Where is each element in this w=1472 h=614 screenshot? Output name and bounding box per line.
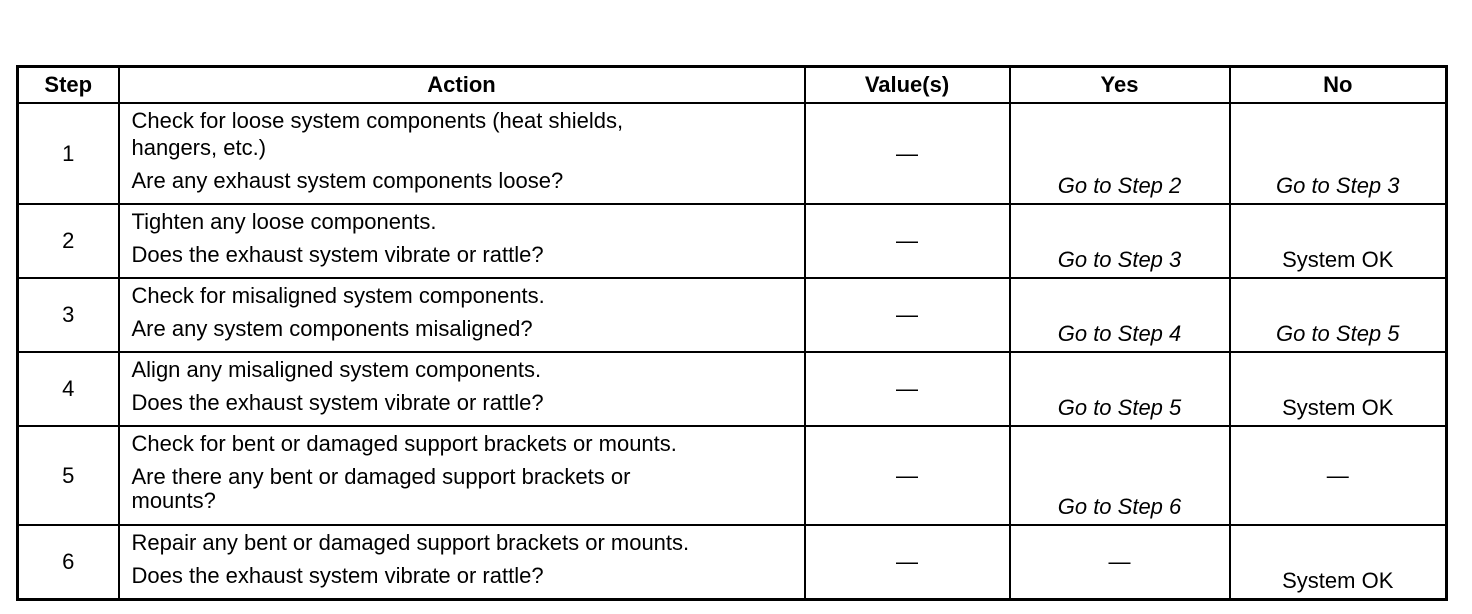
action-question: Does the exhaust system vibrate or rattle? — [131, 242, 544, 267]
no-cell: Go to Step 3 — [1230, 103, 1447, 204]
value-cell — [805, 278, 1010, 352]
action-text: Repair any bent or damaged support brackets or mounts. — [131, 530, 690, 555]
no-cell: Go to Step 5 — [1230, 278, 1447, 352]
step-number: 5 — [18, 426, 119, 525]
header-action: Action — [119, 67, 805, 104]
step-number: 2 — [18, 204, 119, 278]
yes-cell: Go to Step 2 — [1010, 103, 1230, 204]
action-question: Are any system components misaligned? — [131, 316, 533, 341]
action-question: Are there any bent or damaged support brackets or — [131, 464, 631, 489]
yes-cell: Go to Step 4 — [1010, 278, 1230, 352]
header-yes: Yes — [1010, 67, 1230, 104]
action-text: hangers, etc.) — [131, 135, 267, 160]
header-step: Step — [18, 67, 119, 104]
action-question: Are any exhaust system components loose? — [131, 168, 564, 193]
action-text: Align any misaligned system components. — [131, 357, 542, 382]
step-number: 1 — [18, 103, 119, 204]
value-dash: — — [896, 376, 918, 401]
header-row — [18, 67, 1447, 104]
value-dash: — — [896, 140, 918, 166]
action-cell — [119, 352, 805, 426]
yes-cell: Go to Step 5 — [1010, 352, 1230, 426]
value-dash: — — [896, 228, 918, 253]
value-cell — [805, 103, 1010, 204]
no-cell — [1230, 426, 1447, 525]
action-cell — [119, 204, 805, 278]
table-row — [18, 525, 1447, 599]
action-text: Check for misaligned system components. — [131, 283, 545, 308]
step-number: 3 — [18, 278, 119, 352]
diagnostic-table — [16, 65, 1448, 601]
value-cell — [805, 426, 1010, 525]
table-row — [18, 352, 1447, 426]
yes-dash: — — [1108, 548, 1131, 574]
diagnostic-table-container — [16, 65, 1448, 601]
header-values: Value(s) — [805, 67, 1010, 104]
yes-cell: Go to Step 3 — [1010, 204, 1230, 278]
step-number: 4 — [18, 352, 119, 426]
action-text: Check for loose system components (heat shields, — [131, 108, 624, 133]
value-dash: — — [896, 462, 918, 488]
value-dash: — — [896, 302, 918, 327]
action-text: Tighten any loose components. — [131, 209, 437, 234]
no-dash: — — [1326, 462, 1349, 488]
value-dash: — — [896, 548, 918, 574]
action-question: mounts? — [131, 488, 216, 513]
table-row — [18, 426, 1447, 525]
action-question: Does the exhaust system vibrate or rattle? — [131, 563, 544, 588]
value-cell — [805, 525, 1010, 599]
value-cell — [805, 352, 1010, 426]
no-cell: System OK — [1230, 525, 1447, 599]
table-row — [18, 204, 1447, 278]
yes-cell: Go to Step 6 — [1010, 426, 1230, 525]
action-text: Check for bent or damaged support brackets or mounts. — [131, 431, 677, 456]
header-no: No — [1230, 67, 1447, 104]
no-cell: System OK — [1230, 352, 1447, 426]
action-cell — [119, 426, 805, 525]
no-cell: System OK — [1230, 204, 1447, 278]
action-cell — [119, 525, 805, 599]
step-number: 6 — [18, 525, 119, 599]
table-row — [18, 103, 1447, 204]
action-cell — [119, 278, 805, 352]
action-cell — [119, 103, 805, 204]
table-row — [18, 278, 1447, 352]
action-question: Does the exhaust system vibrate or rattle? — [131, 390, 544, 415]
value-cell — [805, 204, 1010, 278]
yes-cell — [1010, 525, 1230, 599]
